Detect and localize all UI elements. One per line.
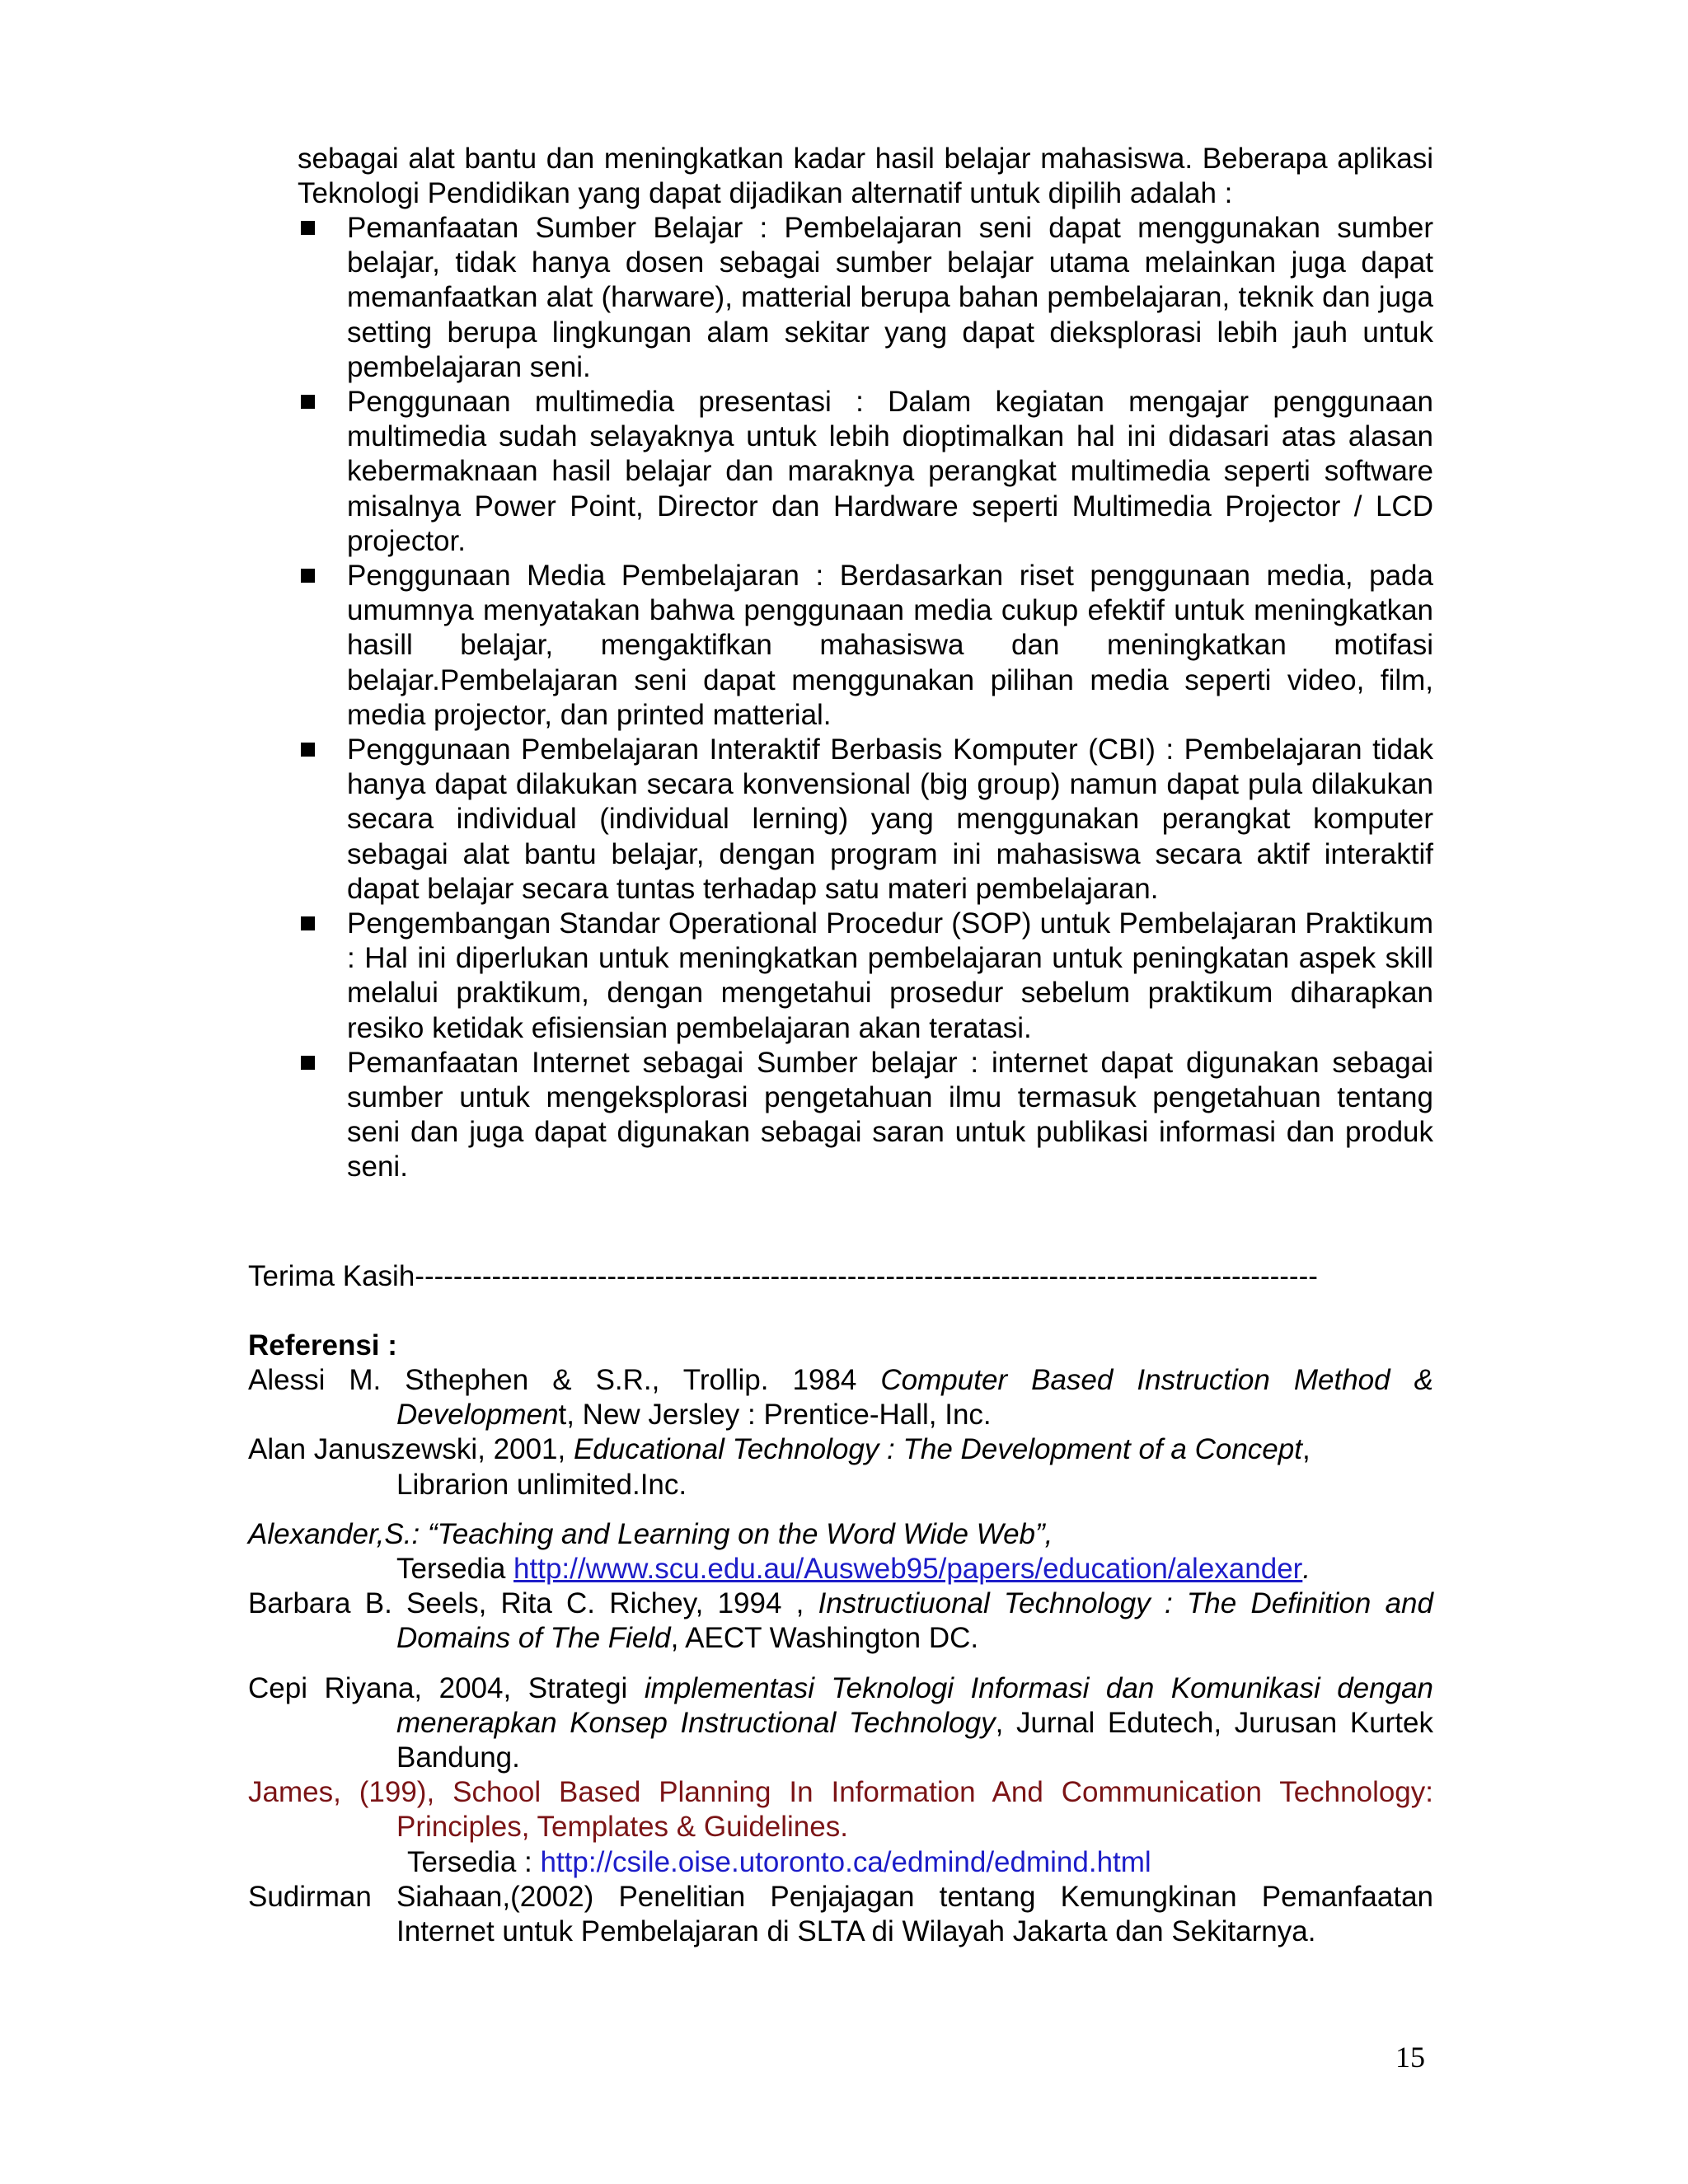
reference-url-link[interactable]: http://csile.oise.utoronto.ca/edmind/edmind.html <box>540 1845 1151 1878</box>
reference-availability <box>396 1552 1433 1586</box>
reference-publisher: t, New Jersley : Prentice-Hall, Inc. <box>558 1399 992 1432</box>
reference-alexander <box>248 1517 1433 1586</box>
reference-publisher: Librarion unlimited.Inc. <box>396 1468 687 1501</box>
list-item <box>298 907 1433 1046</box>
reference-availability <box>396 1845 1433 1880</box>
list-item <box>298 559 1433 733</box>
reference-title: Instructiuonal Technology : The Definition and Domains of The Field <box>396 1587 1433 1655</box>
intro-paragraph <box>298 142 1433 211</box>
list-item <box>298 733 1433 907</box>
references-heading: Referensi : <box>248 1329 397 1361</box>
reference-riyana <box>248 1671 1433 1776</box>
list-item <box>298 211 1433 385</box>
list-item-text: Penggunaan Pembelajaran Interaktif Berbasis Komputer (CBI) : Pembelajaran tidak hanya dapat dilakukan secara konvensional (big group) namun dapat pula dilakukan secara individual (individual lerning) yang menggunakan perangkat komputer sebagai alat bantu belajar, dengan program ini mahasiswa secara aktif interaktif dapat belajar secara tuntas terhadap satu materi pembelajaran. <box>347 733 1433 905</box>
reference-url-link[interactable]: http://www.scu.edu.au/Ausweb95/papers/education/alexander <box>513 1553 1303 1586</box>
reference-title: implementasi Teknologi Informasi dan Komunikasi dengan menerapkan Konsep Instructional Technology <box>396 1671 1434 1739</box>
reference-text: Sudirman Siahaan,(2002) Penelitian Penjajagan tentang Kemungkinan Pemanfaatan Internet untuk Pembelajaran di SLTA di Wilayah Jakarta dan Sekitarnya. <box>248 1880 1433 1948</box>
list-item-text: Penggunaan multimedia presentasi : Dalam kegiatan mengajar penggunaan multimedia sudah selayaknya untuk lebih dioptimalkan hal ini didasari atas alasan kebermaknaan hasil belajar dan maraknya perangkat multimedia seperti software misalnya Power Point, Director dan Hardware seperti Multimedia Projector / LCD projector. <box>347 386 1433 557</box>
list-item-text: Penggunaan Media Pembelajaran : Berdasarkan riset penggunaan media, pada umumnya menyatakan bahwa penggunaan media cukup efektif untuk meningkatkan hasill belajar, mengaktifkan mahasiswa dan meningkatkan motifasi belajar.Pembelajaran seni dapat menggunakan pilihan media seperti video, film, media projector, dan printed matterial. <box>347 560 1433 731</box>
reference-title: James, (199), School Based Planning In Information And Communication Technology: Principles, Templates & Guidelines. <box>248 1776 1433 1844</box>
list-item <box>298 1046 1433 1185</box>
square-bullet-icon <box>301 569 315 583</box>
available-label: Tersedia : <box>407 1845 541 1878</box>
reference-title: Alexander,S.: “Teaching and Learning on the Word Wide Web”, <box>248 1517 1053 1550</box>
reference-punctuation: . <box>1302 1553 1311 1586</box>
reference-title: Computer Based Instruction Method & Developmen <box>396 1364 1433 1432</box>
reference-seels-richey <box>248 1586 1433 1656</box>
page-number: 15 <box>1395 2041 1425 2074</box>
reference-punctuation: , <box>1301 1433 1311 1466</box>
list-item-text: Pemanfaatan Internet sebagai Sumber belajar : internet dapat digunakan sebagai sumber untuk mengeksplorasi pengetahuan ilmu termasuk pengetahuan tentang seni dan juga dapat digunakan sebagai saran untuk publikasi informasi dan produk seni. <box>347 1046 1433 1183</box>
list-item <box>298 385 1433 559</box>
reference-author: Alessi M. Sthephen & S.R., Trollip. 1984 <box>248 1364 881 1396</box>
reference-author: Barbara B. Seels, Rita C. Richey, 1994 , <box>248 1587 818 1620</box>
closing-line: Terima Kasih---------------------------------------------------------------------------------------------- <box>248 1260 1318 1292</box>
list-item-text: Pemanfaatan Sumber Belajar : Pembelajaran seni dapat menggunakan sumber belajar, tidak hanya dosen sebagai sumber belajar utama melainkan juga dapat memanfaatkan alat (harware), matterial berupa bahan pembelajaran, teknik dan juga setting berupa lingkungan alam sekitar yang dapat dieksplorasi lebih jauh untuk pembelajaran seni. <box>347 212 1433 383</box>
list-item-text: Pengembangan Standar Operational Procedur (SOP) untuk Pembelajaran Praktikum : Hal ini diperlukan untuk meningkatkan pembelajaran untuk peningkatan aspek skill melalui praktikum, dengan mengetahui prosedur sebelum praktikum diharapkan resiko ketidak efisiensian pembelajaran akan teratasi. <box>347 907 1433 1044</box>
reference-author: Alan Januszewski, 2001, <box>248 1433 574 1466</box>
references-list <box>248 1363 1433 1949</box>
reference-alessi <box>248 1363 1433 1432</box>
technology-applications-list <box>298 211 1433 1185</box>
reference-title: Educational Technology : The Development of a Concept <box>573 1433 1302 1466</box>
reference-author: Cepi Riyana, 2004, Strategi <box>248 1671 645 1704</box>
reference-james <box>248 1775 1433 1880</box>
reference-siahaan <box>248 1880 1433 1949</box>
reference-januszewski <box>248 1432 1433 1502</box>
reference-publisher: , Jurnal Edutech, Jurusan Kurtek Bandung. <box>396 1706 1433 1774</box>
square-bullet-icon <box>301 1056 315 1070</box>
intro-text: sebagai alat bantu dan meningkatkan kadar hasil belajar mahasiswa. Beberapa aplikasi Teknologi Pendidikan yang dapat dijadikan alternatif untuk dipilih adalah : <box>298 143 1433 210</box>
reference-publisher: , AECT Washington DC. <box>670 1622 979 1655</box>
available-label: Tersedia <box>396 1553 514 1586</box>
square-bullet-icon <box>301 395 315 409</box>
square-bullet-icon <box>301 916 315 930</box>
square-bullet-icon <box>301 743 315 757</box>
square-bullet-icon <box>301 221 315 235</box>
